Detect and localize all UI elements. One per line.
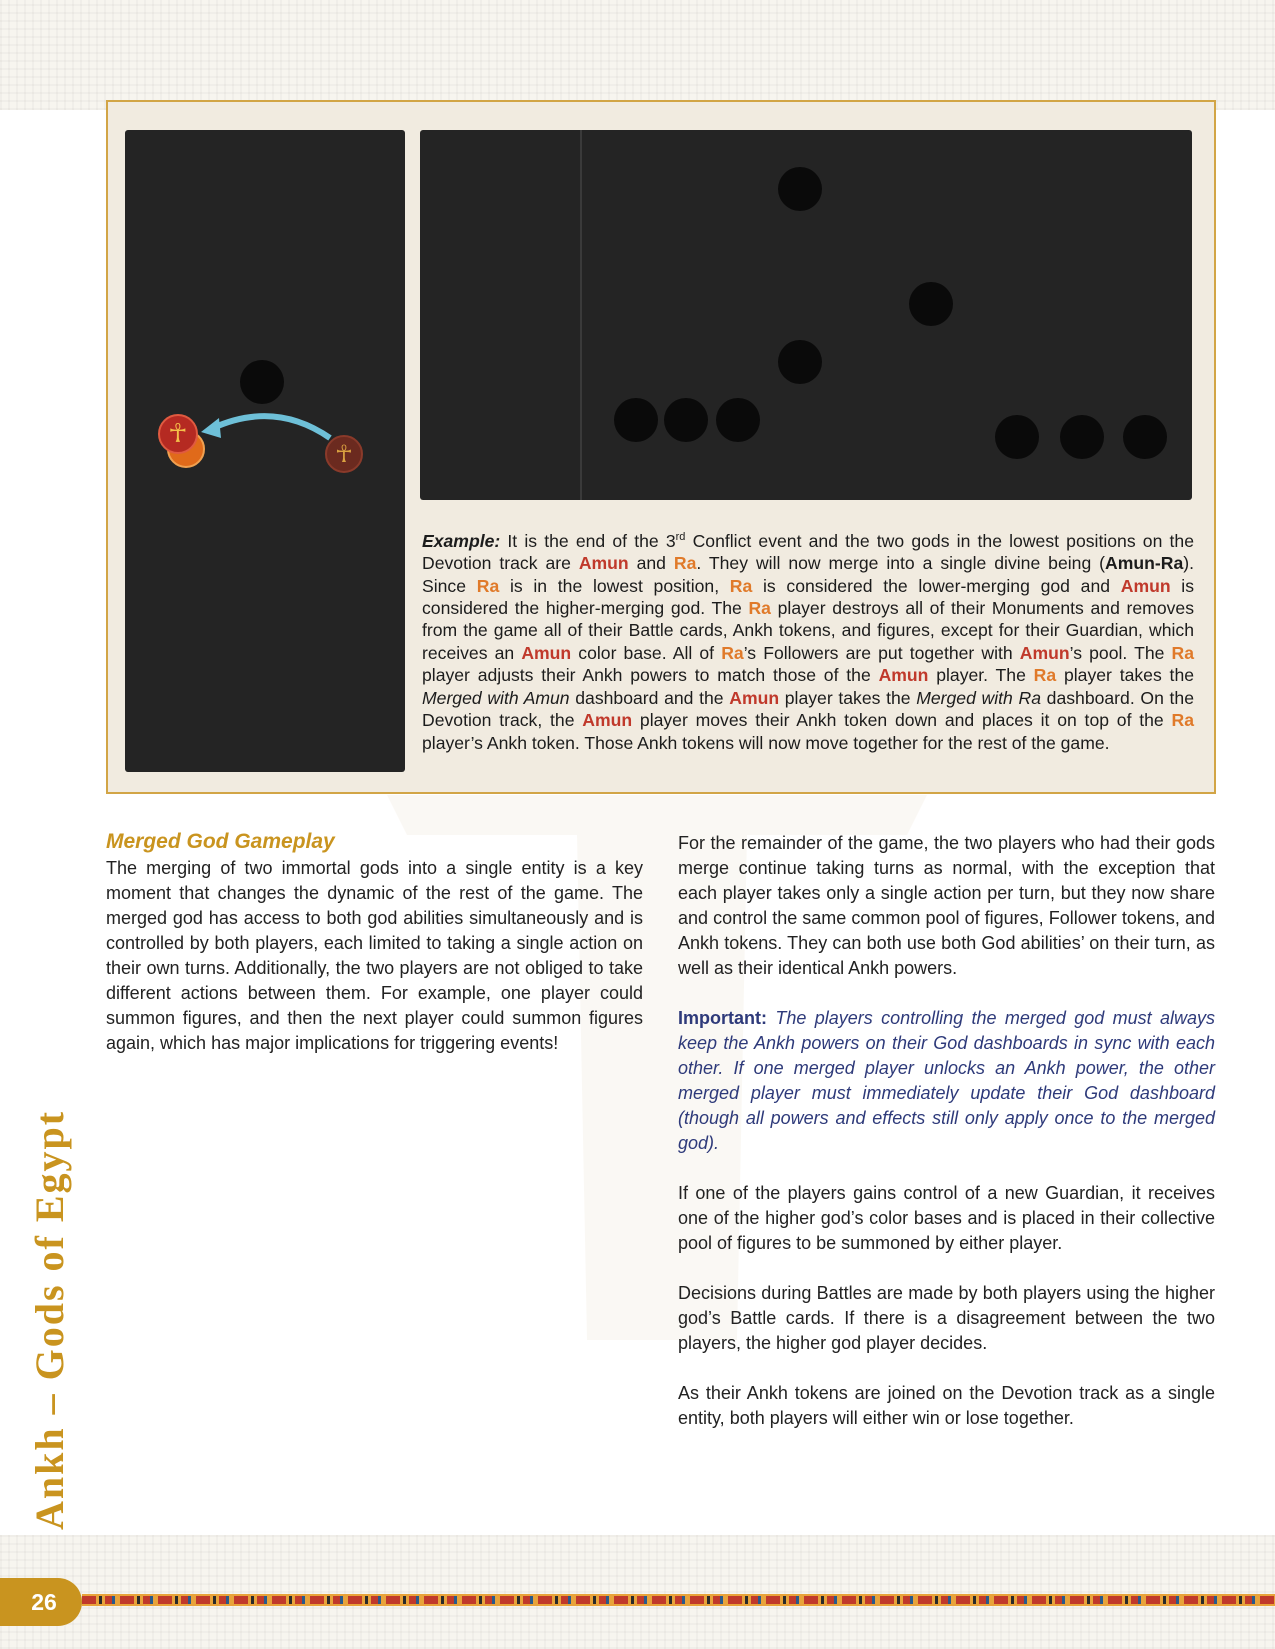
top-background-pattern xyxy=(0,0,1275,110)
section-heading: Merged God Gameplay xyxy=(106,830,335,853)
board-space xyxy=(664,398,708,442)
board-space xyxy=(778,340,822,384)
example-label: Example: xyxy=(422,530,501,551)
god-name-amun: Amun xyxy=(578,553,629,574)
side-title: Ankh – Gods of Egypt xyxy=(27,1109,72,1530)
right-paragraph-4: Decisions during Battles are made by both players using the higher god’s Battle cards. If there is a disagreement between the two players, the higher god player decides. xyxy=(678,1283,1215,1353)
moving-ankh-token: ☥ xyxy=(325,435,363,473)
page-number: 26 xyxy=(0,1578,82,1626)
important-note: Important: The players controlling the merged god must always keep the Ankh powers on their God dashboards in sync with each other. If one merged player unlocks an Ankh power, the other merged player must immediately update their God dashboard (though all powers and effects still only apply once to the merged god). xyxy=(678,1008,1215,1153)
example-text: Example: It is the end of the 3rd Conflict event and the two gods in the lowest positions on the Devotion track are Amun and Ra. They will now merge into a single divine being (Amun-Ra). Since Ra is in the lowest position, Ra is considered the lower-merging god and Amun is considered the higher-merging god. The Ra player destroys all of their Monuments and removes from the game all of their Battle cards, Ankh tokens, and figures, except for their Guardian, which receives an Amun color base. All of Ra’s Followers are put together with Amun’s pool. The Ra player adjusts their Ankh powers to match those of the Amun player. The Ra player takes the Merged with Amun dashboard and the Amun player takes the Merged with Ra dashboard. On the Devotion track, the Amun player moves their Ankh token down and places it on top of the Ra player’s Ankh token. Those Ankh tokens will now move together for the rest of the game. xyxy=(422,530,1195,753)
right-paragraph-3: If one of the players gains control of a new Guardian, it receives one of the higher god’s color bases and is placed in their collective pool of figures to be summoned by either player. xyxy=(678,1183,1215,1253)
amun-ankh-token: ☥ xyxy=(158,414,198,454)
merged-god-name: Amun-Ra xyxy=(1105,553,1184,574)
board-space xyxy=(614,398,658,442)
devotion-track-image xyxy=(125,130,405,772)
decorative-border xyxy=(82,1594,1275,1606)
board-space xyxy=(1060,415,1104,459)
board-space xyxy=(1123,415,1167,459)
board-space xyxy=(909,282,953,326)
left-body-paragraph: The merging of two immortal gods into a single entity is a key moment that changes the dynamic of the rest of the game. The merged god has access to both god abilities simultaneously and is controlled by both players, each limited to taking a single action on their own turns. Additionally, the two players are not obliged to take different actions between them. For example, one player could summon figures, and then the next player could summon figures again, which has major implications for triggering events! xyxy=(106,858,643,1053)
game-board-image xyxy=(420,130,1192,500)
god-name-ra: Ra xyxy=(673,553,697,574)
board-space xyxy=(995,415,1039,459)
bottom-background-pattern xyxy=(0,1535,1275,1649)
example-panel xyxy=(106,100,1216,794)
left-column xyxy=(106,828,643,1056)
right-paragraph-1: For the remainder of the game, the two players who had their gods merge continue taking turns as normal, with the exception that each player takes only a single action per turn, but they now share and control the same common pool of figures, Follower tokens, and Ankh tokens. They can both use both God abilities’ on their turn, as well as their identical Ankh powers. xyxy=(678,833,1215,978)
track-space xyxy=(240,360,284,404)
right-paragraph-5: As their Ankh tokens are joined on the Devotion track as a single entity, both players will either win or lose together. xyxy=(678,1383,1215,1428)
right-column xyxy=(678,831,1215,1456)
move-arrow-icon xyxy=(195,400,335,450)
important-label: Important: xyxy=(678,1008,767,1028)
board-space xyxy=(716,398,760,442)
board-space xyxy=(778,167,822,211)
board-divider xyxy=(580,130,582,500)
